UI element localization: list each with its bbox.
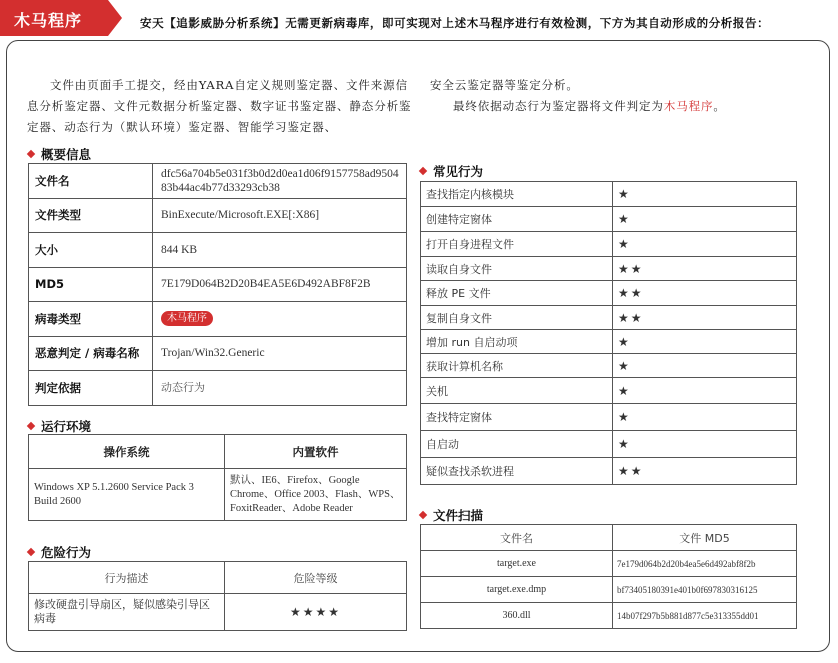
table-row: [421, 354, 797, 378]
behavior-stars: ★: [613, 354, 797, 378]
section-behavior-label: 常见行为: [433, 164, 484, 179]
overview-table: [28, 163, 407, 406]
intro-paragraph-continued: 安全云鉴定器等鉴定分析。: [430, 78, 579, 92]
table-row: [29, 233, 407, 268]
section-environment-label: 运行环境: [41, 419, 92, 434]
table-row: [421, 551, 797, 577]
scan-filename: target.exe.dmp: [421, 577, 613, 603]
column-header-filename: 文件名: [421, 525, 613, 551]
behavior-stars: ★: [613, 330, 797, 354]
category-tag-label: 木马程序: [14, 11, 83, 30]
behavior-stars: ★★: [613, 281, 797, 306]
table-row: [421, 306, 797, 330]
behavior-name: 自启动: [421, 431, 613, 458]
table-header-row: [29, 562, 407, 594]
column-header-software: 内置软件: [225, 435, 407, 469]
behavior-name: 读取自身文件: [421, 257, 613, 281]
table-row: [421, 281, 797, 306]
behavior-stars: ★: [613, 431, 797, 458]
row-key: 大小: [29, 233, 153, 268]
table-row: [421, 378, 797, 404]
table-row: [29, 302, 407, 337]
os-value: Windows XP 5.1.2600 Service Pack 3 Build 2600: [29, 469, 225, 521]
row-value: BinExecute/Microsoft.EXE[:X86]: [153, 198, 407, 233]
table-row: [29, 198, 407, 233]
section-environment-title: [28, 417, 91, 435]
table-row: [421, 207, 797, 232]
category-tag: [0, 0, 124, 36]
scan-md5: 14b07f297b5b881d877c5e313355dd01: [613, 603, 797, 629]
column-header-level: 危险等级: [225, 562, 407, 594]
behavior-stars: ★: [613, 404, 797, 431]
behavior-name: 复制自身文件: [421, 306, 613, 330]
behavior-name: 疑似查找杀软进程: [421, 458, 613, 485]
row-key: 病毒类型: [29, 302, 153, 337]
row-value: [153, 302, 407, 337]
row-value: 7E179D064B2D20B4EA5E6D492ABF8F2B: [153, 267, 407, 302]
intro-paragraph-right: [430, 75, 800, 117]
table-header-row: [29, 435, 407, 469]
table-row: [29, 469, 407, 521]
behavior-stars: ★: [613, 207, 797, 232]
section-scan-label: 文件扫描: [433, 508, 484, 523]
behavior-name: 获取计算机名称: [421, 354, 613, 378]
section-danger-label: 危险行为: [41, 545, 92, 560]
table-row: [29, 267, 407, 302]
row-value: Trojan/Win32.Generic: [153, 336, 407, 371]
section-scan-title: [420, 506, 483, 524]
row-key: 文件类型: [29, 198, 153, 233]
row-key: 判定依据: [29, 371, 153, 406]
behavior-stars: ★★: [613, 257, 797, 281]
table-row: [29, 336, 407, 371]
table-row: [421, 431, 797, 458]
table-row: [421, 458, 797, 485]
behavior-stars: ★: [613, 232, 797, 257]
section-overview-title: [28, 145, 91, 163]
behavior-name: 增加 run 自启动项: [421, 330, 613, 354]
table-row: [29, 594, 407, 631]
behavior-stars: ★: [613, 378, 797, 404]
scan-filename: 360.dll: [421, 603, 613, 629]
table-row: [421, 577, 797, 603]
behavior-name: 关机: [421, 378, 613, 404]
behavior-stars: ★★: [613, 306, 797, 330]
diamond-bullet-icon: [27, 422, 35, 430]
intro-conclusion: [430, 96, 800, 117]
diamond-bullet-icon: [419, 167, 427, 175]
column-header-desc: 行为描述: [29, 562, 225, 594]
section-behavior-title: [420, 162, 483, 180]
table-row: [421, 182, 797, 207]
behavior-name: 查找特定窗体: [421, 404, 613, 431]
behavior-stars: ★★: [613, 458, 797, 485]
conclusion-prefix: 最终依据动态行为鉴定器将文件判定为: [453, 99, 664, 113]
table-header-row: [421, 525, 797, 551]
scan-md5: 7e179d064b2d20b4ea5e6d492abf8f2b: [613, 551, 797, 577]
environment-table: [28, 434, 407, 521]
table-row: [421, 330, 797, 354]
diamond-bullet-icon: [27, 150, 35, 158]
behavior-table: [420, 181, 797, 485]
danger-level: ★★★★: [225, 594, 407, 631]
scan-table: [420, 524, 797, 629]
danger-desc: 修改硬盘引导扇区，疑似感染引导区病毒: [29, 594, 225, 631]
row-value: 844 KB: [153, 233, 407, 268]
diamond-bullet-icon: [419, 511, 427, 519]
table-row: [29, 371, 407, 406]
table-row: [421, 257, 797, 281]
scan-filename: target.exe: [421, 551, 613, 577]
header-description: 安天【追影威胁分析系统】无需更新病毒库，即可实现对上述木马程序进行有效检测，下方为其自动形成的分析报告：: [140, 16, 770, 30]
behavior-name: 打开自身进程文件: [421, 232, 613, 257]
row-value: 动态行为: [153, 371, 407, 406]
conclusion-verdict: 木马程序: [663, 99, 714, 113]
section-overview-label: 概要信息: [41, 147, 92, 162]
behavior-name: 查找指定内核模块: [421, 182, 613, 207]
column-header-os: 操作系统: [29, 435, 225, 469]
behavior-name: 创建特定窗体: [421, 207, 613, 232]
virus-type-badge: 木马程序: [161, 311, 213, 326]
column-header-md5: 文件 MD5: [613, 525, 797, 551]
conclusion-suffix: 。: [713, 99, 726, 113]
section-danger-title: [28, 543, 91, 561]
behavior-name: 释放 PE 文件: [421, 281, 613, 306]
table-row: [421, 404, 797, 431]
danger-table: [28, 561, 407, 631]
table-row: [421, 603, 797, 629]
row-key: MD5: [29, 267, 153, 302]
row-key: 文件名: [29, 164, 153, 199]
row-value: dfc56a704b5e031f3b0d2d0ea1d06f9157758ad950483b44ac4b77d33293cb38: [153, 164, 407, 199]
table-row: [29, 164, 407, 199]
behavior-stars: ★: [613, 182, 797, 207]
table-row: [421, 232, 797, 257]
row-key: 恶意判定 / 病毒名称: [29, 336, 153, 371]
software-value: 默认、IE6、Firefox、Google Chrome、Office 2003、Flash、WPS、FoxitReader、Adobe Reader: [225, 469, 407, 521]
scan-md5: bf73405180391e401b0f697830316125: [613, 577, 797, 603]
diamond-bullet-icon: [27, 548, 35, 556]
intro-paragraph: 文件由页面手工提交，经由YARA自定义规则鉴定器、文件来源信息分析鉴定器、文件元数据分析鉴定器、数字证书鉴定器、静态分析鉴定器、动态行为（默认环境）鉴定器、智能学习鉴定器、: [27, 78, 412, 134]
